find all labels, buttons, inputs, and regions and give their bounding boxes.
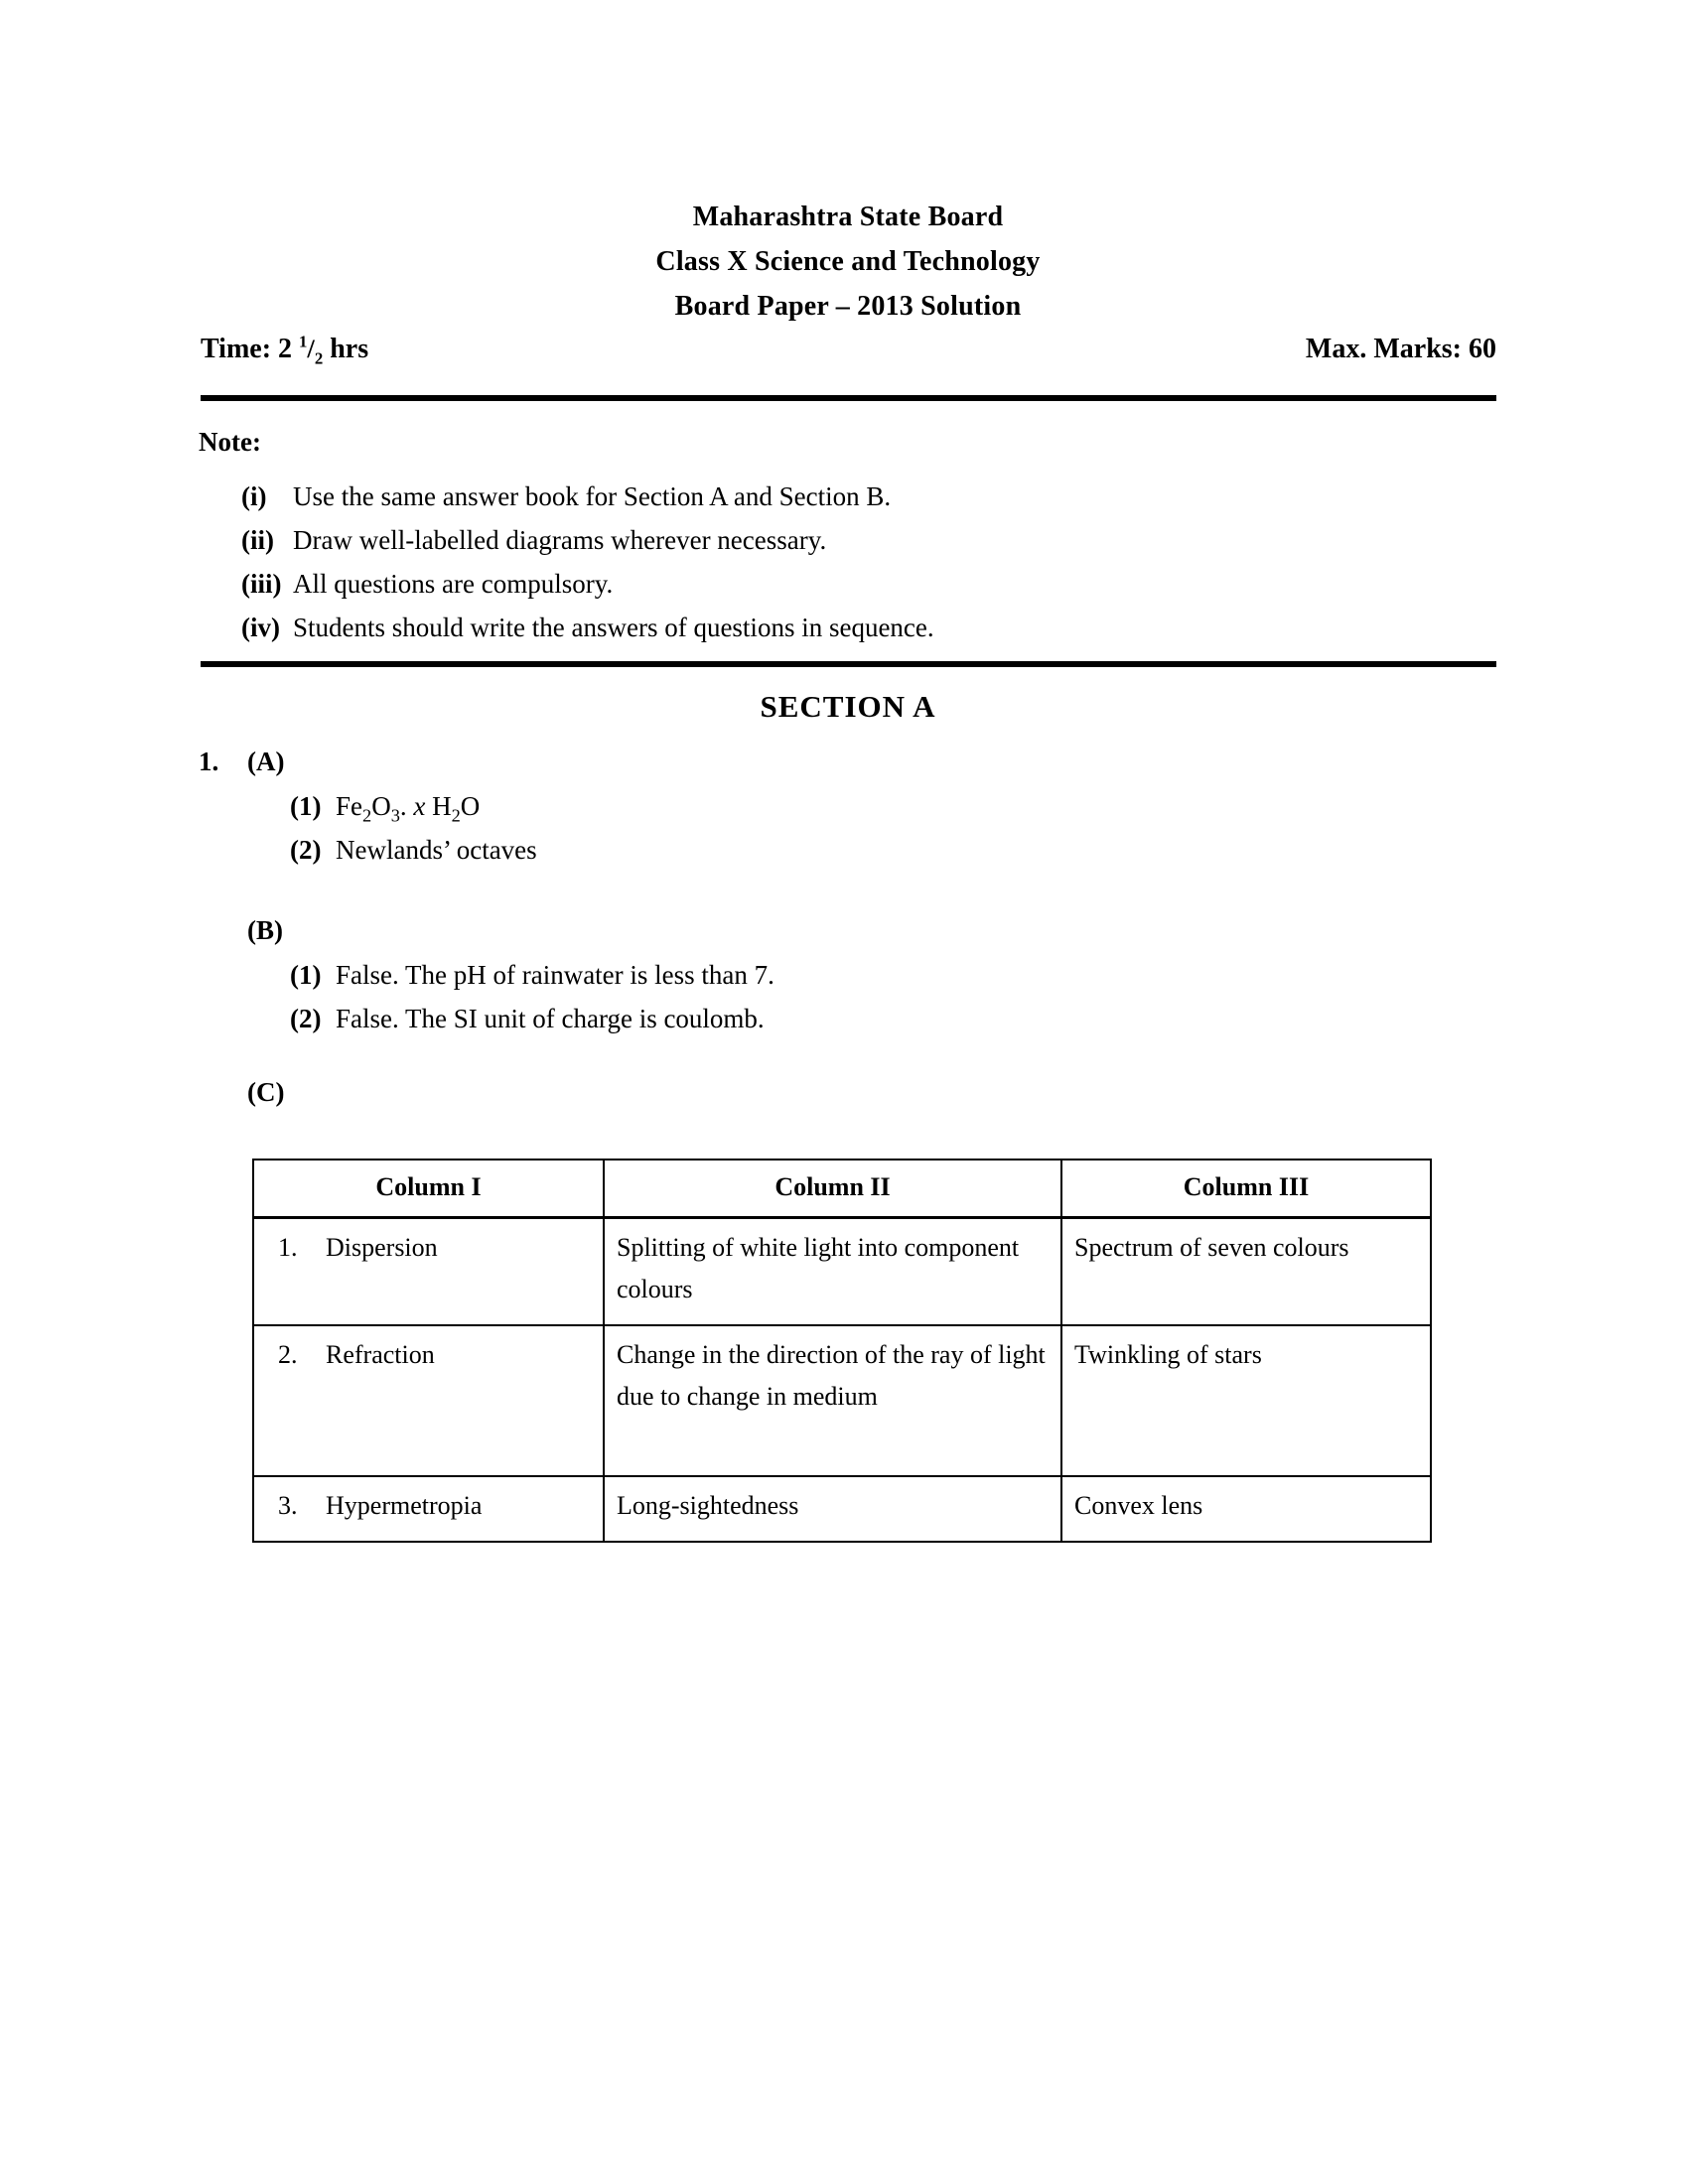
time-denominator: 2 bbox=[314, 348, 324, 368]
paper-title: Board Paper – 2013 Solution bbox=[674, 291, 1022, 322]
question-part-b-label: (B) bbox=[247, 915, 283, 945]
board-name: Maharashtra State Board bbox=[692, 202, 1004, 232]
answer-marker: (2) bbox=[290, 835, 322, 865]
table-row bbox=[253, 1325, 1431, 1476]
answer-item bbox=[290, 828, 537, 872]
note-heading: Note: bbox=[199, 427, 261, 457]
answer-marker: (2) bbox=[290, 1004, 322, 1033]
time-allowed bbox=[201, 332, 369, 368]
match-the-columns-table bbox=[252, 1159, 1432, 1543]
table-cell-col2: Change in the direction of the ray of light due to change in medium bbox=[604, 1325, 1061, 1476]
table-row bbox=[253, 1476, 1431, 1542]
note-list bbox=[241, 475, 1482, 649]
answer-text-formula: $Fe_2O_3$. x $H_2O$ bbox=[336, 791, 481, 826]
table-cell-col1 bbox=[253, 1325, 604, 1476]
time-value bbox=[278, 332, 369, 368]
answer-item bbox=[290, 997, 774, 1040]
table-cell-col1 bbox=[253, 1218, 604, 1326]
table-cell-col2: Splitting of white light into component colours bbox=[604, 1218, 1061, 1326]
note-item bbox=[241, 606, 1482, 649]
section-heading: SECTION A bbox=[760, 689, 936, 724]
note-item bbox=[241, 562, 1482, 606]
row-term: Hypermetropia bbox=[326, 1491, 483, 1520]
row-index: 2. bbox=[278, 1340, 298, 1369]
column-header-2: Column II bbox=[604, 1160, 1061, 1218]
row-index: 1. bbox=[278, 1233, 298, 1262]
note-marker: (iv) bbox=[241, 613, 280, 642]
note-marker: (iii) bbox=[241, 569, 282, 599]
time-numerator: 1 bbox=[299, 332, 308, 351]
note-text: Students should write the answers of questions in sequence. bbox=[293, 613, 934, 642]
row-term: Dispersion bbox=[326, 1233, 438, 1262]
answer-text: False. The SI unit of charge is coulomb. bbox=[336, 1004, 765, 1033]
question-number: 1. bbox=[199, 747, 219, 776]
answer-item bbox=[290, 784, 537, 828]
column-header-1: Column I bbox=[253, 1160, 604, 1218]
table-row bbox=[253, 1218, 1431, 1326]
horizontal-rule-bottom bbox=[201, 661, 1496, 667]
question-part-c-label: (C) bbox=[247, 1077, 285, 1107]
subject-title: Class X Science and Technology bbox=[655, 246, 1041, 277]
note-marker: (i) bbox=[241, 481, 267, 511]
answer-text: Newlands’ octaves bbox=[336, 835, 537, 865]
answer-list-part-a bbox=[290, 784, 537, 872]
note-text: Use the same answer book for Section A and Section B. bbox=[293, 481, 892, 511]
time-label: Time: bbox=[201, 334, 272, 364]
table-header-row bbox=[253, 1160, 1431, 1218]
row-index: 3. bbox=[278, 1491, 298, 1520]
answer-text: False. The pH of rainwater is less than 7. bbox=[336, 960, 774, 990]
document-header bbox=[199, 195, 1497, 329]
time-whole: 2 bbox=[278, 334, 293, 364]
note-item bbox=[241, 475, 1482, 518]
horizontal-rule-top bbox=[201, 395, 1496, 401]
table-cell-col1 bbox=[253, 1476, 604, 1542]
note-marker: (ii) bbox=[241, 525, 274, 555]
answer-marker: (1) bbox=[290, 960, 322, 990]
max-marks: Max. Marks: 60 bbox=[1305, 334, 1496, 364]
note-text: Draw well-labelled diagrams wherever necessary. bbox=[293, 525, 827, 555]
table-cell-col3: Convex lens bbox=[1061, 1476, 1431, 1542]
column-header-3: Column III bbox=[1061, 1160, 1431, 1218]
question-part-a-label: (A) bbox=[247, 747, 285, 776]
note-item bbox=[241, 518, 1482, 562]
row-term: Refraction bbox=[326, 1340, 435, 1369]
answer-item bbox=[290, 953, 774, 997]
answer-list-part-b bbox=[290, 953, 774, 1040]
table-cell-col2: Long-sightedness bbox=[604, 1476, 1061, 1542]
exam-meta-row bbox=[201, 332, 1496, 368]
time-unit: hrs bbox=[330, 334, 369, 364]
table-cell-col3: Spectrum of seven colours bbox=[1061, 1218, 1431, 1326]
fraction-slash-icon: / bbox=[307, 334, 315, 363]
answer-marker: (1) bbox=[290, 791, 322, 821]
note-text: All questions are compulsory. bbox=[293, 569, 614, 599]
table-cell-col3: Twinkling of stars bbox=[1061, 1325, 1431, 1476]
